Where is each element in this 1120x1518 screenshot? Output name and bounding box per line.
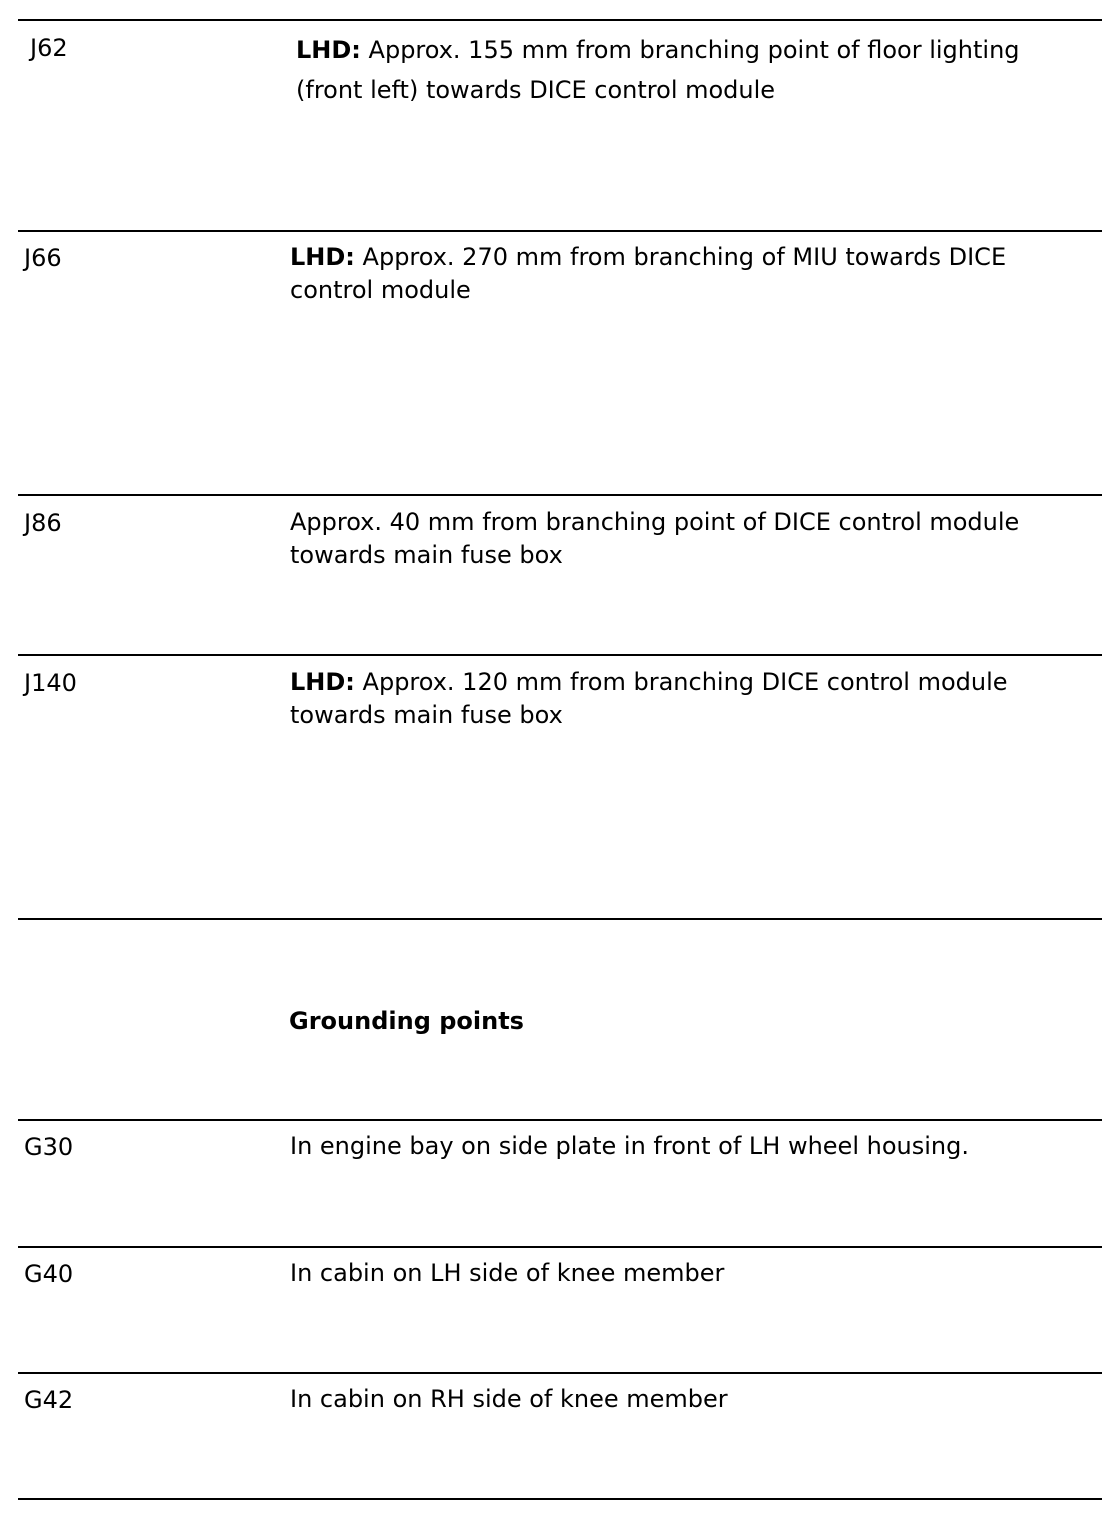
location-text: In cabin on RH side of knee member [290, 1385, 728, 1413]
location-prefix: LHD: [290, 243, 355, 271]
connector-code: J66 [24, 244, 62, 272]
row-divider [18, 230, 1102, 232]
location-text: Approx. 120 mm from branching DICE control module towards main fuse box [290, 668, 1008, 729]
location-text: Approx. 40 mm from branching point of DICE control module towards main fuse box [290, 508, 1020, 569]
row-divider [18, 1372, 1102, 1374]
ground-location [290, 1383, 1090, 1416]
location-text: In engine bay on side plate in front of LH wheel housing. [290, 1132, 969, 1160]
location-prefix: LHD: [296, 36, 361, 64]
section-heading: Grounding points [289, 1007, 524, 1035]
ground-code: G30 [24, 1133, 74, 1161]
row-divider [18, 654, 1102, 656]
row-divider [18, 1246, 1102, 1248]
location-prefix: LHD: [290, 668, 355, 696]
location-text: In cabin on LH side of knee member [290, 1259, 725, 1287]
ground-location [290, 1130, 1100, 1163]
ground-location [290, 1257, 1090, 1290]
ground-code: G42 [24, 1386, 74, 1414]
row-divider [18, 1498, 1102, 1500]
connector-code: J140 [24, 669, 77, 697]
connector-location [296, 30, 1086, 110]
row-divider [18, 494, 1102, 496]
connector-location [290, 506, 1070, 572]
ground-code: G40 [24, 1260, 74, 1288]
row-divider [18, 918, 1102, 920]
row-divider [18, 1119, 1102, 1121]
location-text: Approx. 155 mm from branching point of floor lighting (front left) towards DICE control module [296, 36, 1020, 104]
connector-location [290, 666, 1050, 732]
row-divider [18, 19, 1102, 21]
connector-code: J62 [30, 34, 68, 62]
connector-code: J86 [24, 509, 62, 537]
connector-location [290, 241, 1090, 307]
location-text: Approx. 270 mm from branching of MIU towards DICE control module [290, 243, 1007, 304]
